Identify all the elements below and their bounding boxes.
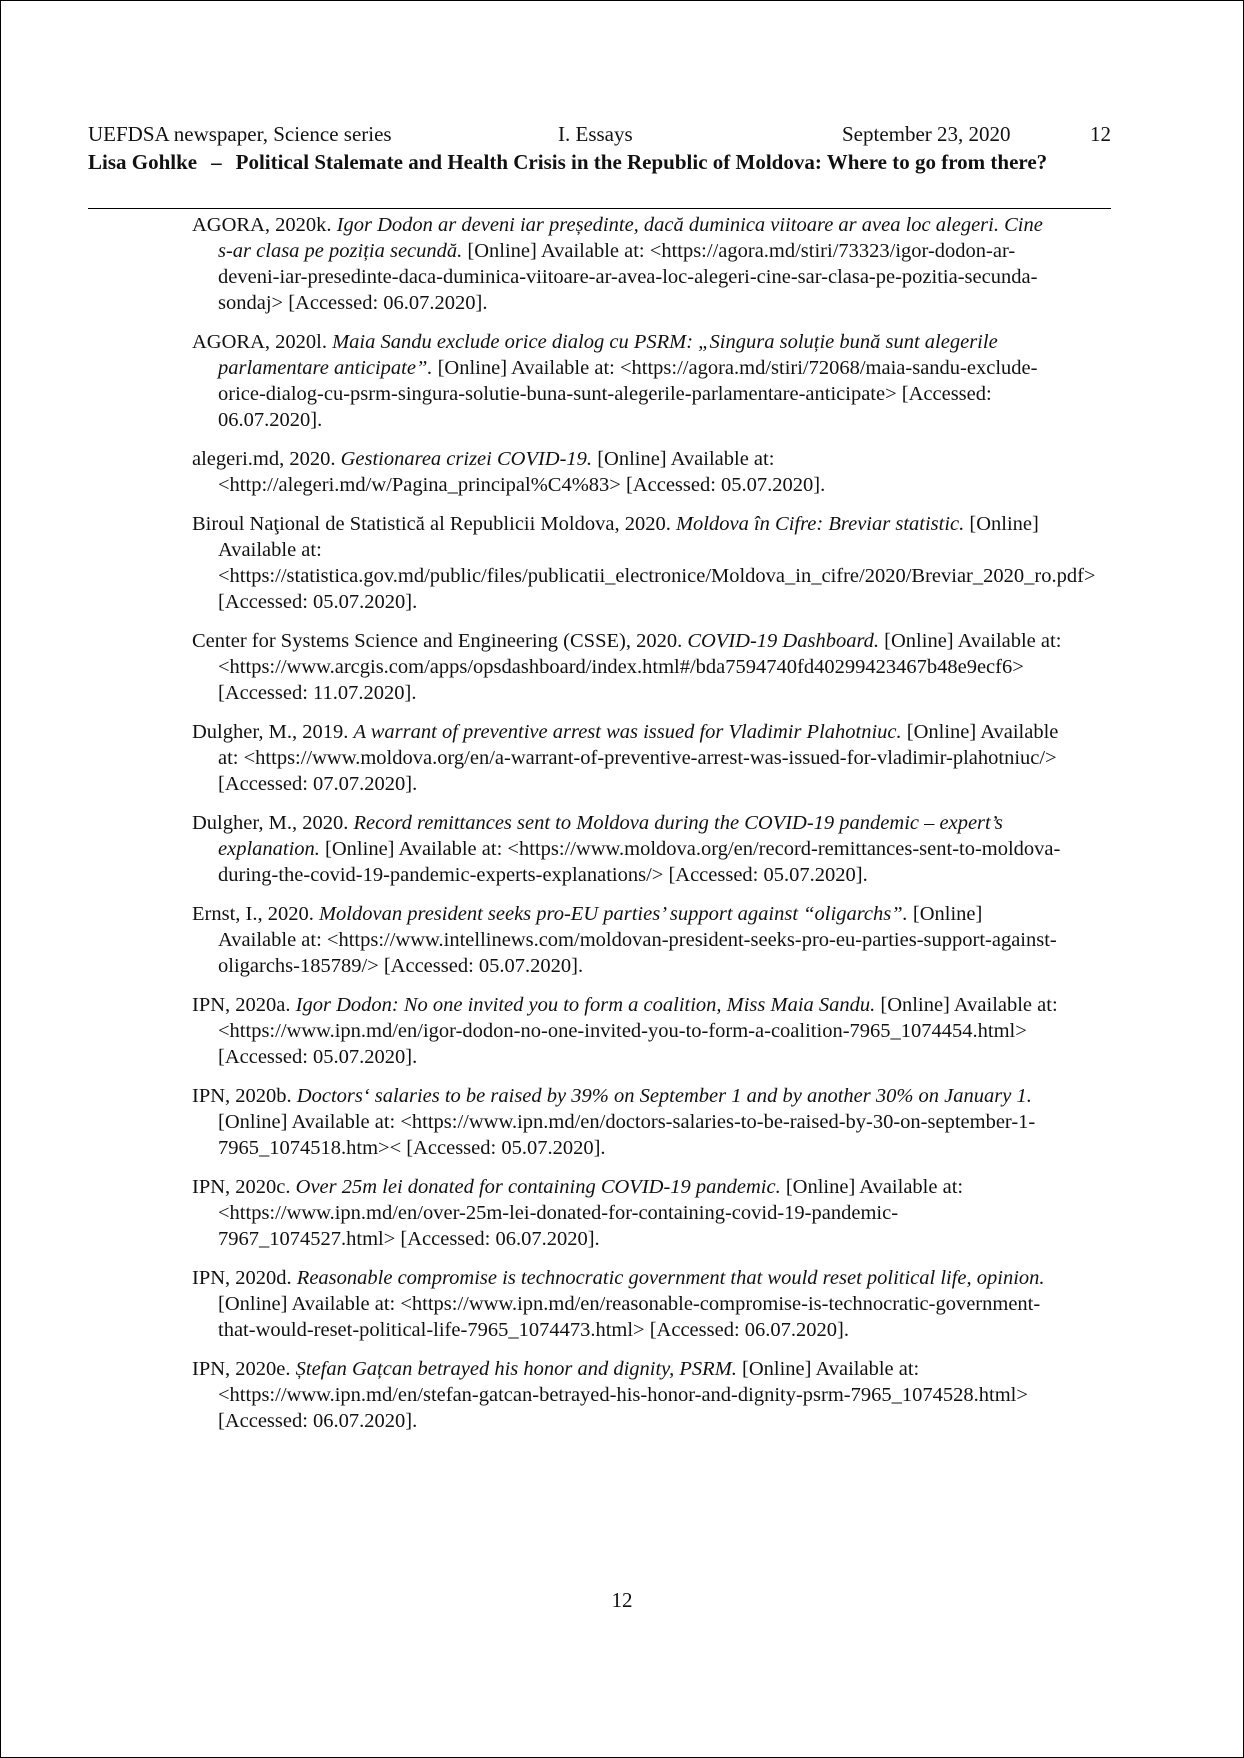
reference-entry [192,212,1062,316]
reference-entry [192,810,1062,888]
reference-author-year: IPN, 2020b. [192,1085,297,1107]
reference-entry [192,1174,1062,1252]
header-divider [88,208,1111,209]
reference-author-year: AGORA, 2020k. [192,214,337,236]
author-name: Lisa Gohlke [88,150,198,174]
reference-author-year: Center for Systems Science and Engineering (CSSE), 2020. [192,630,688,652]
reference-title: Doctors‘ salaries to be raised by 39% on September 1 and by another 30% on January 1. [296,1085,1032,1107]
reference-entry [192,992,1062,1070]
reference-entry [192,1083,1062,1161]
reference-source: [Online] Available at: <https://www.intellinews.com/moldovan-president-seeks-pro-eu-parties-support-against-oligarchs-185789/> [Accessed: 05.07.2020]. [218,903,1057,977]
reference-source: [Online] Available at: <https://www.ipn.md/en/over-25m-lei-donated-for-containing-covid-19-pandemic-7967_1074527.html> [Accessed: 06.07.2020]. [218,1176,964,1250]
reference-list [192,212,1096,1447]
reference-entry [192,511,1096,615]
reference-source: [Online] Available at: <https://www.arcgis.com/apps/opsdashboard/index.html#/bda7594740fd40299423467b48e9ecf6> [Accessed: 11.07.2020]. [218,630,1062,704]
publication-name: UEFDSA newspaper, Science series [88,122,392,146]
reference-entry [192,628,1062,706]
reference-title: Over 25m lei donated for containing COVID-19 pandemic. [295,1176,781,1198]
reference-title: A warrant of preventive arrest was issued for Vladimir Plahotniuc. [353,721,902,743]
footer-page-number: 12 [611,1588,633,1612]
article-title: Political Stalemate and Health Crisis in the Republic of Moldova: Where to go from there? [235,150,1048,174]
reference-author-year: IPN, 2020c. [192,1176,296,1198]
reference-title: Record remittances sent to Moldova during the COVID-19 pandemic – expert’s explanation. [218,812,1003,860]
reference-author-year: Dulgher, M., 2020. [192,812,354,834]
article-heading [88,149,1111,175]
reference-entry [192,1356,1062,1434]
header-page-number: 12 [1090,122,1111,146]
reference-author-year: Ernst, I., 2020. [192,903,319,925]
reference-title: COVID-19 Dashboard. [687,630,880,652]
reference-entry [192,1265,1062,1343]
reference-title: Gestionarea crizei COVID-19. [340,448,593,470]
heading-dash: – [211,150,222,174]
reference-author-year: IPN, 2020a. [192,994,296,1016]
section-name: I. Essays [558,122,633,146]
reference-title: Igor Dodon: No one invited you to form a coalition, Miss Maia Sandu. [295,994,876,1016]
reference-source: [Online] Available at: <https://www.ipn.md/en/doctors-salaries-to-be-raised-by-30-on-september-1-7965_1074518.htm>< [Accessed: 05.07.2020]. [218,1111,1036,1159]
reference-source: [Online] Available at: <https://www.moldova.org/en/record-remittances-sent-to-moldova-during-the-covid-19-pandemic-experts-explanations/> [Accessed: 05.07.2020]. [218,838,1061,886]
publication-date: September 23, 2020 [842,122,1011,146]
reference-title: Reasonable compromise is technocratic government that would reset political life, opinion. [296,1267,1045,1289]
reference-source: [Online] Available at: <https://www.moldova.org/en/a-warrant-of-preventive-arrest-was-issued-for-vladimir-plahotniuc/> [Accessed: 07.07.2020]. [218,721,1059,795]
reference-source: [Online] Available at: <https://www.ipn.md/en/stefan-gatcan-betrayed-his-honor-and-dignity-psrm-7965_1074528.html> [Accessed: 06.07.2020]. [218,1358,1028,1432]
reference-author-year: alegeri.md, 2020. [192,448,341,470]
reference-source: [Online] Available at: <https://agora.md/stiri/72068/maia-sandu-exclude-orice-dialog-cu-psrm-singura-solutie-buna-sunt-alegerile-parlamentare-anticipate> [Accessed: 06.07.2020]. [218,357,1038,431]
reference-author-year: AGORA, 2020l. [192,331,333,353]
reference-author-year: IPN, 2020e. [192,1358,296,1380]
reference-title: Igor Dodon ar deveni iar președinte, dacă duminica viitoare ar avea loc alegeri. Cine s-ar clasa pe poziția secundă. [218,214,1043,262]
reference-title: Moldova în Cifre: Breviar statistic. [675,513,965,535]
reference-entry [192,329,1062,433]
reference-source: [Online] Available at: <https://statistica.gov.md/public/files/publicatii_electronice/Moldova_in_cifre/2020/Breviar_2020_ro.pdf> [Accessed: 05.07.2020]. [218,513,1096,613]
running-header [88,122,1111,146]
reference-title: Ștefan Gațcan betrayed his honor and dignity, PSRM. [295,1358,737,1380]
reference-author-year: Dulgher, M., 2019. [192,721,354,743]
reference-author-year: IPN, 2020d. [192,1267,297,1289]
reference-source: [Online] Available at: <https://www.ipn.md/en/reasonable-compromise-is-technocratic-government-that-would-reset-political-life-7965_1074473.html> [Accessed: 06.07.2020]. [218,1293,1041,1341]
reference-entry [192,446,1062,498]
reference-title: Moldovan president seeks pro-EU parties’ support against “oligarchs”. [318,903,908,925]
reference-title: Maia Sandu exclude orice dialog cu PSRM: „Singura soluție bună sunt alegerile parlamentare anticipate”. [218,331,998,379]
reference-source: [Online] Available at: <https://www.ipn.md/en/igor-dodon-no-one-invited-you-to-form-a-coalition-7965_1074454.html> [Accessed: 05.07.2020]. [218,994,1058,1068]
reference-source: [Online] Available at: <http://alegeri.md/w/Pagina_principal%C4%83> [Accessed: 05.07.2020]. [218,448,826,496]
reference-entry [192,901,1062,979]
reference-author-year: Biroul Naţional de Statistică al Republicii Moldova, 2020. [192,513,676,535]
reference-source: [Online] Available at: <https://agora.md/stiri/73323/igor-dodon-ar-deveni-iar-presedinte-daca-duminica-viitoare-ar-avea-loc-alegeri-cine-sar-clasa-pe-pozitia-secunda-sondaj> [Accessed: 06.07.2020]. [218,240,1038,314]
reference-entry [192,719,1062,797]
